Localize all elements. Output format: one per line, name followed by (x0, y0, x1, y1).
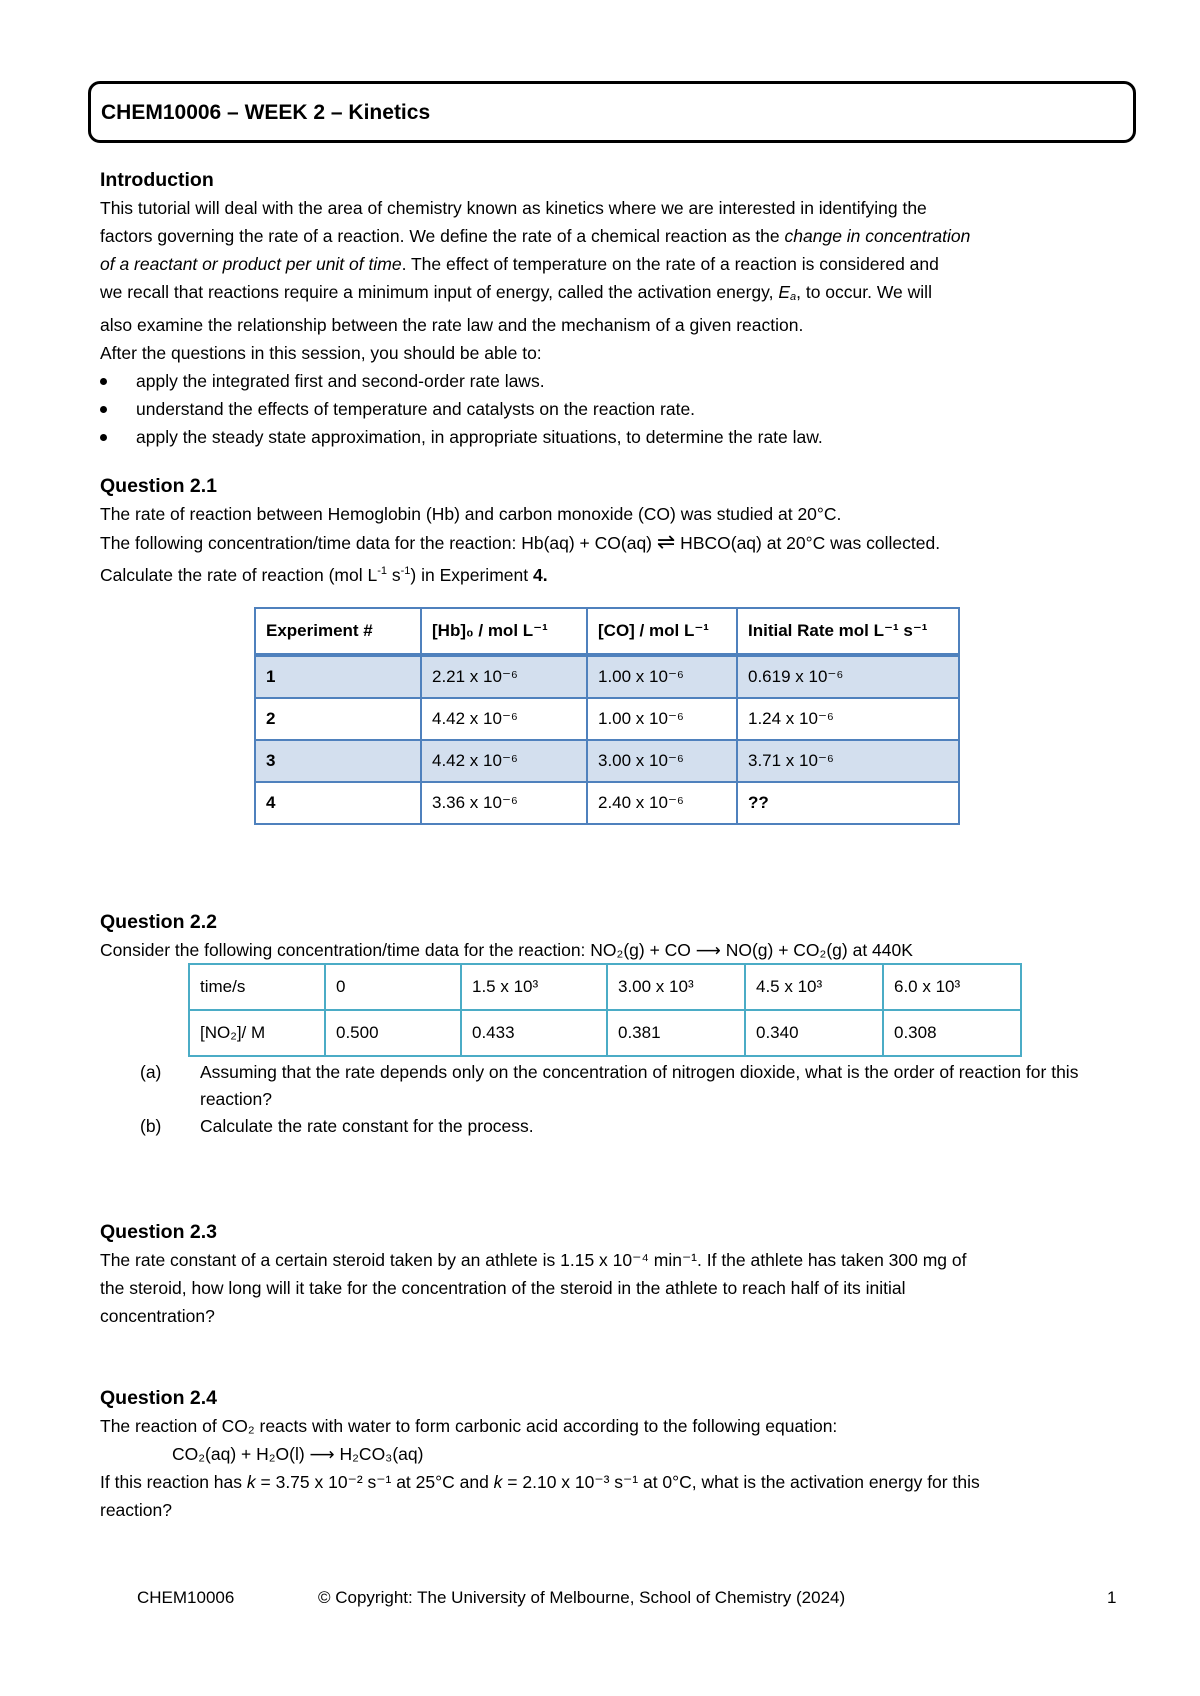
intro-line-1: This tutorial will deal with the area of chemistry known as kinetics where we are interested in identifying the (100, 198, 927, 218)
concentration-time-table (188, 963, 1022, 1057)
part-b (140, 1113, 1130, 1140)
table-cell: 4.5 x 10³ (745, 964, 883, 1010)
footer-copyright: © Copyright: The University of Melbourne, School of Chemistry (2024) (318, 1588, 846, 1607)
table-cell: 3.00 x 10⁻⁶ (587, 740, 737, 782)
table-cell: 1.5 x 10³ (461, 964, 607, 1010)
table-cell: 0.340 (745, 1010, 883, 1056)
objectives-list (100, 367, 1130, 451)
intro-line-4: we recall that reactions require a minimum input of energy, called the activation energy, Ea, to occur. We will (100, 282, 932, 303)
question-heading: Question 2.4 (100, 1387, 218, 1409)
intro-line-5: also examine the relationship between the rate law and the mechanism of a given reaction. (100, 315, 804, 335)
q2-line-1: Consider the following concentration/time data for the reaction: NO₂(g) + CO ⟶ NO(g) + CO₂(g) at 440K (100, 940, 913, 960)
table-cell: time/s (189, 964, 325, 1010)
title-box (88, 81, 1136, 143)
question-2-3 (100, 1218, 1130, 1330)
q1-line-2: The following concentration/time data for the reaction: Hb(aq) + CO(aq) ⇌ HBCO(aq) at 20°C was collected. (100, 529, 941, 554)
part-text: Calculate the rate constant for the process. (200, 1116, 534, 1136)
table-cell: ?? (737, 782, 959, 824)
table-row (255, 740, 959, 782)
table-cell: 0.500 (325, 1010, 461, 1056)
q4-equation: CO₂(aq) + H₂O(l) ⟶ H₂CO₃(aq) (172, 1444, 424, 1464)
q3-line-1: The rate constant of a certain steroid taken by an athlete is 1.15 x 10⁻⁴ min⁻¹. If the athlete has taken 300 mg of (100, 1250, 967, 1270)
q3-line-2: the steroid, how long will it take for the concentration of the steroid in the athlete to reach half of its initial (100, 1278, 906, 1298)
q4-line-4: reaction? (100, 1500, 172, 1520)
table-cell: 3.71 x 10⁻⁶ (737, 740, 959, 782)
question-heading: Question 2.3 (100, 1221, 218, 1243)
question-heading: Question 2.1 (100, 475, 218, 497)
q1-line-1: The rate of reaction between Hemoglobin (Hb) and carbon monoxide (CO) was studied at 20°C. (100, 504, 842, 524)
table-cell: 0.308 (883, 1010, 1021, 1056)
table-cell: 2.40 x 10⁻⁶ (587, 782, 737, 824)
table-header: [CO] / mol L⁻¹ (587, 608, 737, 655)
table-cell: 2.21 x 10⁻⁶ (421, 655, 587, 698)
intro-objectives: After the questions in this session, you should be able to: (100, 343, 542, 363)
table-row (189, 964, 1021, 1010)
intro-line-2: factors governing the rate of a reaction. We define the rate of a chemical reaction as the change in concentration (100, 226, 971, 246)
table-cell: 3 (255, 740, 421, 782)
part-text: Assuming that the rate depends only on the concentration of nitrogen dioxide, what is the order of reaction for this reaction? (200, 1062, 1079, 1109)
table-header: [Hb]₀ / mol L⁻¹ (421, 608, 587, 655)
table-cell: 4.42 x 10⁻⁶ (421, 740, 587, 782)
list-item: apply the steady state approximation, in appropriate situations, to determine the rate law. (100, 423, 1130, 451)
list-item: apply the integrated first and second-order rate laws. (100, 367, 1130, 395)
equilibrium-arrow: ⇌ (656, 529, 676, 554)
table-cell: 0.619 x 10⁻⁶ (737, 655, 959, 698)
intro-section (100, 166, 1130, 451)
table-cell: [NO₂]/ M (189, 1010, 325, 1056)
intro-heading: Introduction (100, 169, 214, 191)
part-label: (a) (140, 1062, 162, 1082)
footer-page-number: 1 (1107, 1588, 1117, 1607)
q3-line-3: concentration? (100, 1306, 215, 1326)
table-cell: 1.24 x 10⁻⁶ (737, 698, 959, 740)
q4-line-1: The reaction of CO₂ reacts with water to form carbonic acid according to the following equation: (100, 1416, 838, 1436)
table-row (255, 655, 959, 698)
question-heading: Question 2.2 (100, 911, 218, 933)
table-cell: 4.42 x 10⁻⁶ (421, 698, 587, 740)
q1-line-3: Calculate the rate of reaction (mol $L^{-1}$ $s^{-1}$) in Experiment 4. (100, 565, 548, 585)
part-a (140, 1059, 1130, 1113)
table-cell: 0.433 (461, 1010, 607, 1056)
table-row (255, 782, 959, 824)
table-cell: 6.0 x 10³ (883, 964, 1021, 1010)
table-row (189, 1010, 1021, 1056)
table-header: Initial Rate mol L⁻¹ s⁻¹ (737, 608, 959, 655)
footer-course-code: CHEM10006 (137, 1588, 235, 1607)
part-label: (b) (140, 1116, 162, 1136)
table-cell: 3.00 x 10³ (607, 964, 745, 1010)
intro-line-3: of a reactant or product per unit of time. The effect of temperature on the rate of a reaction is considered and (100, 254, 939, 274)
table-cell: 0 (325, 964, 461, 1010)
table-row (255, 698, 959, 740)
question-2-4 (100, 1384, 1130, 1524)
table-cell: 2 (255, 698, 421, 740)
question-2-2 (100, 908, 1130, 964)
list-item: understand the effects of temperature and catalysts on the reaction rate. (100, 395, 1130, 423)
rate-data-table (254, 607, 960, 825)
table-cell: 1.00 x 10⁻⁶ (587, 698, 737, 740)
table-header: Experiment # (255, 608, 421, 655)
question-2-1 (100, 472, 1130, 589)
table-cell: 3.36 x 10⁻⁶ (421, 782, 587, 824)
table-cell: 1 (255, 655, 421, 698)
q4-line-3: If this reaction has k = 3.75 x 10⁻² s⁻¹ at 25°C and k = 2.10 x 10⁻³ s⁻¹ at 0°C, what is the activation energy for this (100, 1472, 980, 1492)
table-cell: 0.381 (607, 1010, 745, 1056)
table-cell: 1.00 x 10⁻⁶ (587, 655, 737, 698)
page-title: CHEM10006 – WEEK 2 – Kinetics (101, 101, 431, 124)
table-cell: 4 (255, 782, 421, 824)
